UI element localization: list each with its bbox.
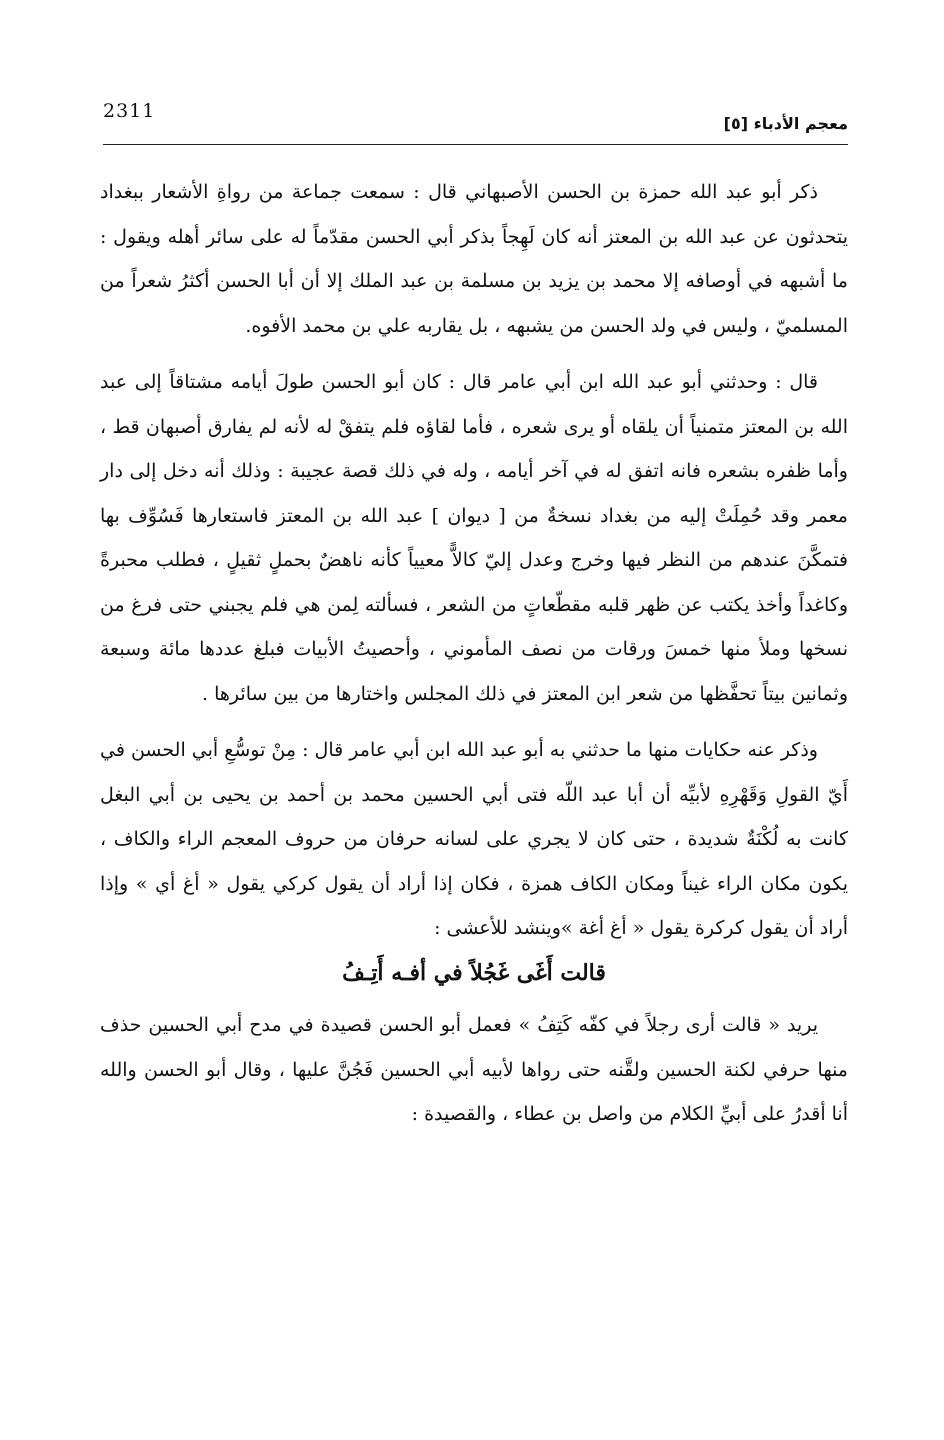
paragraph: وذكر عنه حكايات منها ما حدثني به أبو عبد الله ابن أبي عامر قال : مِنْ توسُّعِ أبي الحسن في أَيّ القولِ وَقَهْرِهِ لأبيِّه أن أبا عبد اللّه فتى أبي الحسين محمد بن أحمد بن يحيى بن أبي البغل كانت به لُكْنَةٌ شديدة ، حتى كان لا يجري على لسانه حرفان من حروف المعجم الراء والكاف ، يكون مكان الراء غيناً ومكان الكاف همزة ، فكان إذا أراد أن يقول كركي يقول « أغ أي » وإذا أراد أن يقول كركرة يقول « أغ أغة »وينشد للأعشى : [100,739,848,939]
running-title: معجم الأدباء [٥] [723,114,848,133]
paragraph: ذكر أبو عبد الله حمزة بن الحسن الأصبهاني قال : سمعت جماعة من رواةِ الأشعار ببغداد يتحدثون عن عبد الله بن المعتز أنه كان لَهِجاً بذكر أبي الحسن مقدّماً له على سائر أهله ويقول : ما أشبهه في أوصافه إلا محمد بن يزيد بن مسلمة بن عبد الملك إلا أن أبا الحسن أكثرُ شعراً من المسلميّ ، وليس في ولد الحسن من يشبهه ، بل يقاربه علي بن محمد الأفوه. [100,181,848,337]
body-text [100,170,848,1137]
page-header [103,100,848,145]
paragraph: يريد « قالت أرى رجلاً في كفّه كَتِفُ » فعمل أبو الحسن قصيدة في مدح أبي الحسين حذف منها حرفي لكنة الحسين ولقَّنه حتى رواها لأبيه أبي الحسين فَجُنَّ عليها ، وقال أبو الحسن والله أنا أقدرُ على أبيِّ الكلام من واصل بن عطاء ، والقصيدة : [100,1014,848,1125]
page-number: 2311 [103,100,156,122]
paragraph: قال : وحدثني أبو عبد الله ابن أبي عامر قال : كان أبو الحسن طولَ أيامه مشتاقاً إلى عبد الله بن المعتز متمنياً أن يلقاه أو يرى شعره ، فأما لقاؤه فلم يتفقْ له لأنه لم يفارق أصبهان قط ، وأما ظفره بشعره فانه اتفق له في آخر أيامه ، وله في ذلك قصة عجيبة : وذلك أنه دخل إلى دار معمر وقد حُمِلَتْ إليه من بغداد نسخةٌ من [ ديوان ] عبد الله بن المعتز فاستعارها فَسُوِّف بها فتمكَّنَ عندهم من النظر فيها وخرج وعدل إليّ كالاًّ معيياً كأنه ناهضٌ بحملٍ ثقيلٍ ، فطلب محبرةً وكاغداً وأخذ يكتب عن ظهر قلبه مقطّعاتٍ من الشعر ، فسألته لِمن هي فلم يجبني حتى فرغ من نسخها وملأ منها خمسَ ورقات من نصف المأموني ، وأحصيتُ الأبيات فبلغ عددها مائة وسبعة وثمانين بيتاً تحفَّظها من شعر ابن المعتز في ذلك المجلس واختارها من بين سائرها . [100,371,848,705]
poem-verse: قالت أَغَى غَجُلاً في أفـه أَتِـفُ [342,959,606,986]
